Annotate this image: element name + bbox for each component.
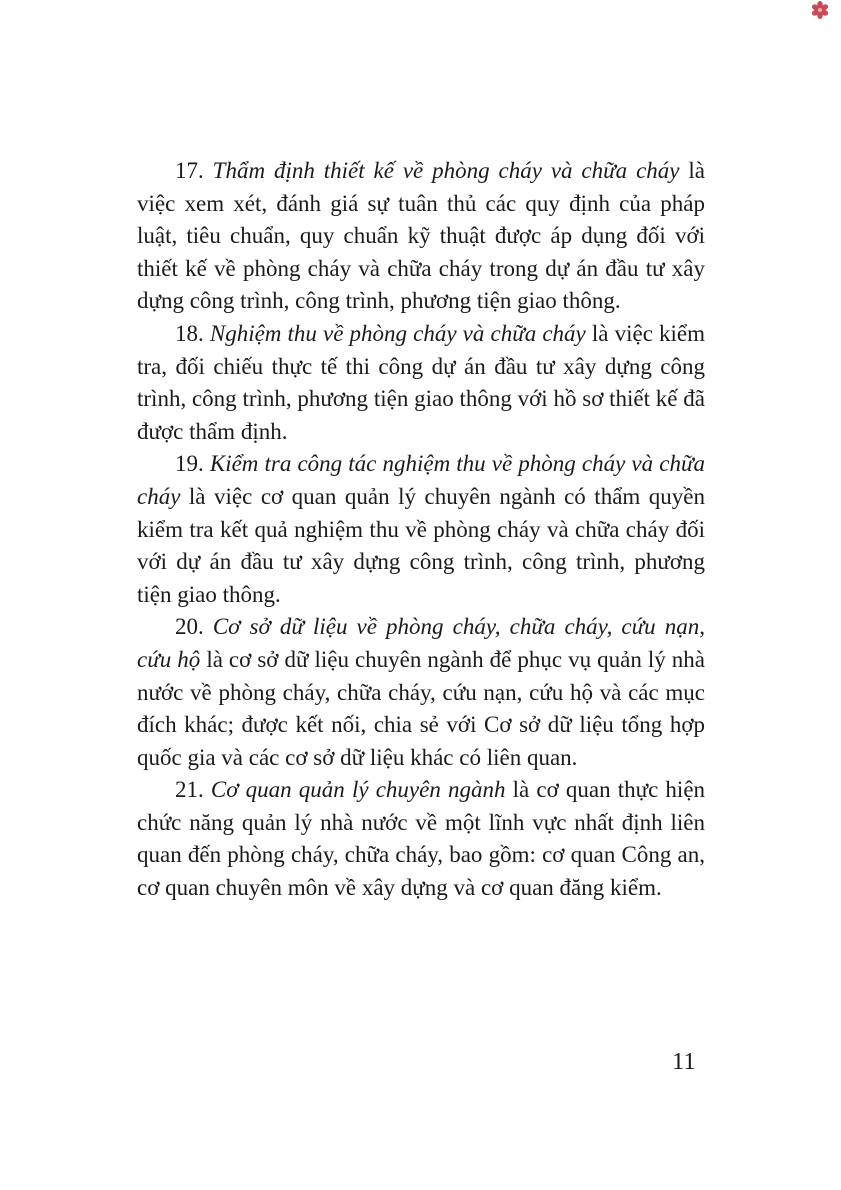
page-number: 11: [672, 1048, 696, 1075]
paragraph-term: Cơ sở dữ liệu về phòng cháy, chữa cháy, cứu nạn, cứu hộ: [137, 614, 706, 672]
definition-paragraph: [137, 155, 705, 318]
paragraph-body: là việc kiểm tra, đối chiếu thực tế thi công dự án đầu tư xây dựng công trình, công trình, phương tiện giao thông với hồ sơ thiết kế đã được thẩm định.: [137, 320, 706, 444]
paragraph-body: là cơ sở dữ liệu chuyên ngành để phục vụ quản lý nhà nước về phòng cháy, chữa cháy, cứu nạn, cứu hộ và các mục đích khác; được kết nối, chia sẻ với Cơ sở dữ liệu tổng hợp quốc gia và các cơ sở dữ liệu khác có liên quan.: [137, 646, 705, 770]
flower-icon: [811, 1, 829, 19]
paragraph-number: 19.: [175, 451, 204, 477]
paragraph-body: là việc xem xét, đánh giá sự tuân thủ các quy định của pháp luật, tiêu chuẩn, quy chuẩn kỹ thuật được áp dụng đối với thiết kế về phòng cháy và chữa cháy trong dự án đầu tư xây dựng công trình, công trình, phương tiện giao thông.: [137, 158, 706, 314]
body-text: [137, 155, 705, 905]
definition-paragraph: [137, 611, 705, 774]
paragraph-number: 18.: [175, 320, 204, 346]
paragraph-number: 20.: [175, 614, 204, 640]
paragraph-term: Thẩm định thiết kế về phòng cháy và chữa cháy: [212, 158, 680, 183]
paragraph-body: là cơ quan thực hiện chức năng quản lý nhà nước về một lĩnh vực nhất định liên quan đến phòng cháy, chữa cháy, bao gồm: cơ quan Công an, cơ quan chuyên môn về xây dựng và cơ quan đăng kiểm.: [137, 777, 706, 901]
paragraph-number: 17.: [175, 158, 204, 183]
definition-paragraph: [137, 774, 705, 904]
paragraph-term: Nghiệm thu về phòng cháy và chữa cháy: [209, 320, 586, 346]
paragraph-term: Cơ quan quản lý chuyên ngành: [210, 777, 506, 803]
definition-paragraph: [137, 318, 705, 448]
paragraph-number: 21.: [175, 777, 204, 803]
paragraph-body: là việc cơ quan quản lý chuyên ngành có thẩm quyền kiểm tra kết quả nghiệm thu về phòng cháy và chữa cháy đối với dự án đầu tư xây dựng công trình, công trình, phương tiện giao thông.: [137, 483, 705, 607]
paragraph-term: Kiểm tra công tác nghiệm thu về phòng cháy và chữa cháy: [137, 451, 706, 509]
definition-paragraph: [137, 448, 705, 611]
